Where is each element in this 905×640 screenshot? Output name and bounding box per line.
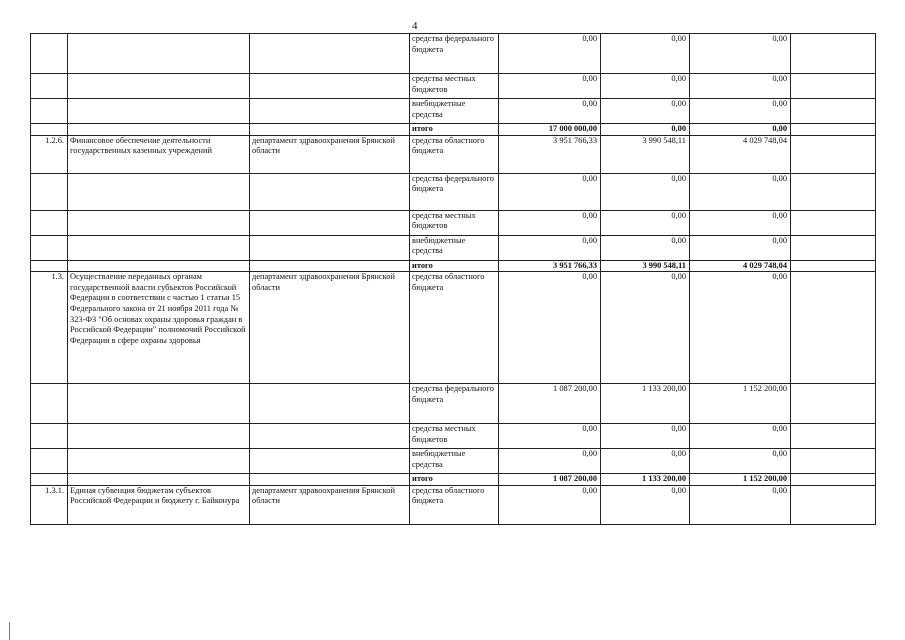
- empty-cell: [791, 74, 876, 99]
- amount-year-2: 0,00: [601, 272, 690, 384]
- funding-source: средства федерального бюджета: [410, 173, 499, 210]
- row-number: [31, 124, 68, 136]
- amount-year-1: 17 000 000,00: [499, 124, 601, 136]
- amount-year-2: 1 133 200,00: [601, 384, 690, 424]
- activity-name: [68, 34, 250, 74]
- amount-year-1: 0,00: [499, 424, 601, 449]
- row-number: 1.3.: [31, 272, 68, 384]
- responsible-department: департамент здравоохранения Брянской области: [250, 135, 410, 173]
- table-row: [31, 474, 876, 486]
- row-number: [31, 235, 68, 260]
- table-row: [31, 384, 876, 424]
- responsible-department: [250, 424, 410, 449]
- responsible-department: [250, 474, 410, 486]
- amount-year-1: 0,00: [499, 74, 601, 99]
- amount-year-1: 0,00: [499, 34, 601, 74]
- table-row: [31, 210, 876, 235]
- amount-year-1: 0,00: [499, 210, 601, 235]
- responsible-department: [250, 384, 410, 424]
- scan-mark: [9, 622, 10, 640]
- row-number: [31, 384, 68, 424]
- amount-year-3: 0,00: [690, 235, 791, 260]
- responsible-department: [250, 34, 410, 74]
- funding-source: средства местных бюджетов: [410, 210, 499, 235]
- responsible-department: [250, 210, 410, 235]
- amount-year-3: 4 029 748,04: [690, 260, 791, 272]
- table-row: [31, 235, 876, 260]
- activity-name: [68, 384, 250, 424]
- amount-year-2: 0,00: [601, 124, 690, 136]
- budget-table: [30, 33, 876, 525]
- amount-year-3: 0,00: [690, 210, 791, 235]
- funding-source: средства федерального бюджета: [410, 34, 499, 74]
- responsible-department: [250, 74, 410, 99]
- activity-name: Осуществление переданных органам государственной власти субъектов Российской Федерации в соответствии с частью 1 статьи 15 Федерального закона от 21 ноября 2011 года № 323-ФЗ "Об основах охраны здоровья граждан в Российской Федерации" полномочий Российской Федерации в сфере охраны здоровья: [68, 272, 250, 384]
- amount-year-2: 0,00: [601, 210, 690, 235]
- amount-year-2: 0,00: [601, 99, 690, 124]
- empty-cell: [791, 384, 876, 424]
- amount-year-3: 0,00: [690, 272, 791, 384]
- amount-year-3: 0,00: [690, 485, 791, 524]
- funding-source: средства местных бюджетов: [410, 74, 499, 99]
- empty-cell: [791, 485, 876, 524]
- empty-cell: [791, 34, 876, 74]
- table-row: [31, 124, 876, 136]
- row-number: [31, 210, 68, 235]
- amount-year-2: 1 133 200,00: [601, 474, 690, 486]
- amount-year-1: 0,00: [499, 99, 601, 124]
- amount-year-3: 0,00: [690, 34, 791, 74]
- amount-year-2: 0,00: [601, 34, 690, 74]
- row-number: [31, 474, 68, 486]
- funding-source: средства областного бюджета: [410, 272, 499, 384]
- activity-name: [68, 260, 250, 272]
- responsible-department: [250, 173, 410, 210]
- activity-name: [68, 124, 250, 136]
- amount-year-1: 0,00: [499, 449, 601, 474]
- table-row: [31, 485, 876, 524]
- responsible-department: [250, 235, 410, 260]
- amount-year-3: 1 152 200,00: [690, 474, 791, 486]
- row-number: [31, 34, 68, 74]
- empty-cell: [791, 210, 876, 235]
- amount-year-2: 0,00: [601, 485, 690, 524]
- activity-name: [68, 449, 250, 474]
- funding-source: внебюджетные средства: [410, 99, 499, 124]
- row-number: 1.3.1.: [31, 485, 68, 524]
- funding-source: итого: [410, 124, 499, 136]
- row-number: [31, 74, 68, 99]
- funding-source: средства федерального бюджета: [410, 384, 499, 424]
- table-row: [31, 272, 876, 384]
- row-number: [31, 424, 68, 449]
- amount-year-2: 0,00: [601, 173, 690, 210]
- amount-year-2: 0,00: [601, 449, 690, 474]
- responsible-department: [250, 99, 410, 124]
- activity-name: [68, 235, 250, 260]
- table-row: [31, 34, 876, 74]
- empty-cell: [791, 260, 876, 272]
- amount-year-2: 3 990 548,11: [601, 260, 690, 272]
- amount-year-1: 0,00: [499, 272, 601, 384]
- activity-name: [68, 74, 250, 99]
- empty-cell: [791, 424, 876, 449]
- activity-name: Финансовое обеспечение деятельности государственных казенных учреждений: [68, 135, 250, 173]
- activity-name: [68, 424, 250, 449]
- amount-year-3: 1 152 200,00: [690, 384, 791, 424]
- row-number: [31, 173, 68, 210]
- amount-year-1: 1 087 200,00: [499, 474, 601, 486]
- activity-name: [68, 474, 250, 486]
- activity-name: Единая субвенция бюджетам субъектов Российской Федерации и бюджету г. Байконура: [68, 485, 250, 524]
- table-row: [31, 99, 876, 124]
- empty-cell: [791, 449, 876, 474]
- table-row: [31, 424, 876, 449]
- amount-year-3: 0,00: [690, 99, 791, 124]
- amount-year-3: 4 029 748,04: [690, 135, 791, 173]
- row-number: [31, 99, 68, 124]
- amount-year-2: 0,00: [601, 424, 690, 449]
- row-number: [31, 260, 68, 272]
- activity-name: [68, 99, 250, 124]
- empty-cell: [791, 235, 876, 260]
- empty-cell: [791, 99, 876, 124]
- empty-cell: [791, 135, 876, 173]
- amount-year-3: 0,00: [690, 449, 791, 474]
- empty-cell: [791, 272, 876, 384]
- responsible-department: департамент здравоохранения Брянской области: [250, 485, 410, 524]
- empty-cell: [791, 474, 876, 486]
- funding-source: итого: [410, 474, 499, 486]
- table-row: [31, 135, 876, 173]
- amount-year-3: 0,00: [690, 424, 791, 449]
- funding-source: внебюджетные средства: [410, 235, 499, 260]
- table-row: [31, 449, 876, 474]
- funding-source: средства местных бюджетов: [410, 424, 499, 449]
- page-number: 4: [412, 20, 418, 32]
- responsible-department: [250, 124, 410, 136]
- funding-source: средства областного бюджета: [410, 135, 499, 173]
- activity-name: [68, 173, 250, 210]
- table-row: [31, 74, 876, 99]
- empty-cell: [791, 124, 876, 136]
- table-row: [31, 173, 876, 210]
- funding-source: средства областного бюджета: [410, 485, 499, 524]
- row-number: 1.2.6.: [31, 135, 68, 173]
- responsible-department: [250, 449, 410, 474]
- amount-year-1: 0,00: [499, 173, 601, 210]
- row-number: [31, 449, 68, 474]
- amount-year-1: 0,00: [499, 485, 601, 524]
- amount-year-3: 0,00: [690, 124, 791, 136]
- funding-source: внебюджетные средства: [410, 449, 499, 474]
- funding-source: итого: [410, 260, 499, 272]
- amount-year-1: 0,00: [499, 235, 601, 260]
- responsible-department: департамент здравоохранения Брянской области: [250, 272, 410, 384]
- table-body: [31, 34, 876, 525]
- amount-year-2: 0,00: [601, 235, 690, 260]
- amount-year-3: 0,00: [690, 74, 791, 99]
- empty-cell: [791, 173, 876, 210]
- amount-year-2: 3 990 548,11: [601, 135, 690, 173]
- amount-year-1: 3 951 766,33: [499, 135, 601, 173]
- activity-name: [68, 210, 250, 235]
- amount-year-3: 0,00: [690, 173, 791, 210]
- table-row: [31, 260, 876, 272]
- responsible-department: [250, 260, 410, 272]
- amount-year-2: 0,00: [601, 74, 690, 99]
- amount-year-1: 1 087 200,00: [499, 384, 601, 424]
- amount-year-1: 3 951 766,33: [499, 260, 601, 272]
